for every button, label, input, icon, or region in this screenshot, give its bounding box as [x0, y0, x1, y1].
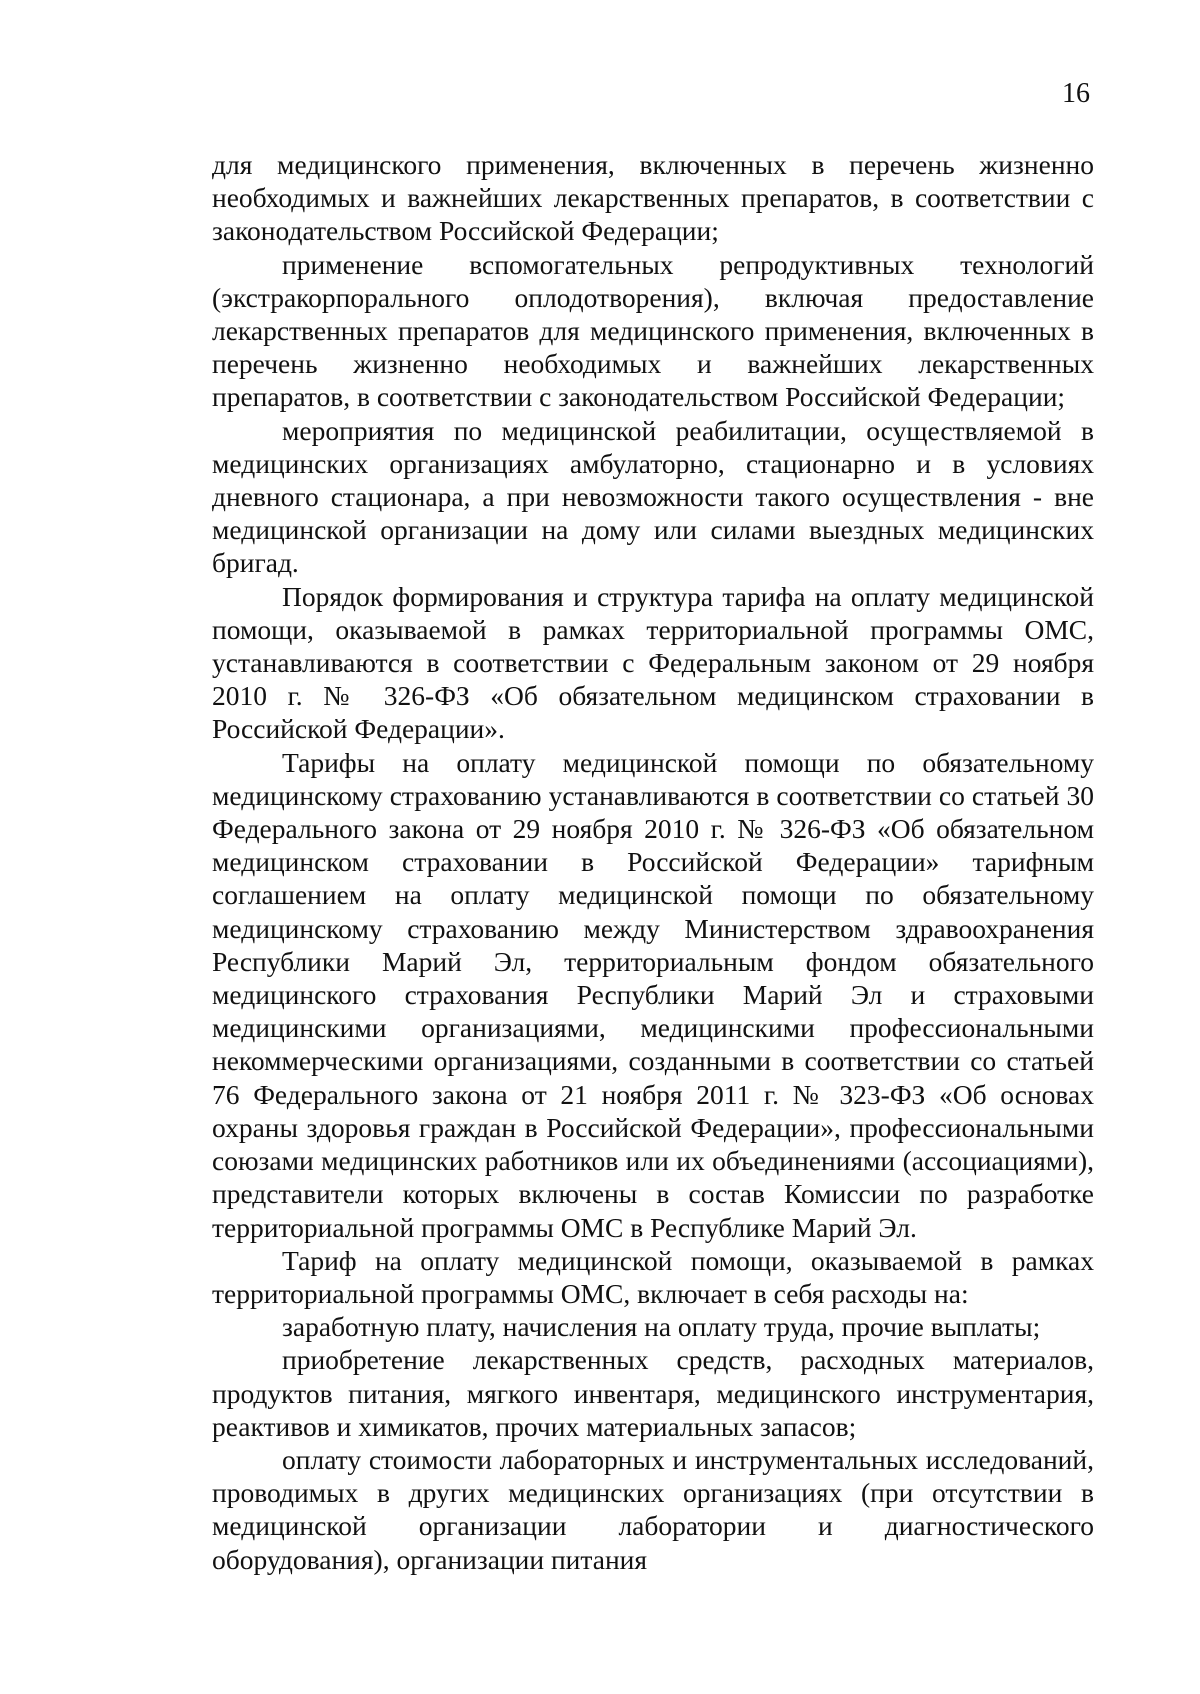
paragraph-salary: заработную плату, начисления на оплату труда, прочие выплаты; [282, 1311, 1041, 1343]
page-number: 16 [1062, 78, 1090, 109]
paragraph-tariff-includes: Тариф на оплату медицинской помощи, оказываемой в рамках территориальной программы ОМС, включает в себя расходы на: [212, 1244, 1094, 1309]
paragraph-continuation: для медицинского применения, включенных в перечень жизненно необходимых и важнейших лекарственных препаратов, в соответствии с законодательством Российской Федерации; [212, 149, 1094, 247]
paragraph-tariffs-established: Тарифы на оплату медицинской помощи по обязательному медицинскому страхованию устанавливаются в соответствии со статьей 30 Федерального закона от 29 ноября 2010 г. № 326-ФЗ «Об обязательном медицинском страховании в Российской Федерации» тарифным соглашением на оплату медицинской помощи по обязательному медицинскому страхованию между Министерством здравоохранения Республики Марий Эл, территориальным фондом обязательного медицинского страхования Республики Марий Эл и страховыми медицинскими организациями, медицинскими профессиональными некоммерческими организациями, созданными в соответствии со статьей 76 Федерального закона от 21 ноября 2011 г. № 323-ФЗ «Об основах охраны здоровья граждан в Российской Федерации», профессиональными союзами медицинских работников или их объединениями (ассоциациями), представители которых включены в состав Комиссии по разработке территориальной программы ОМС в Республике Марий Эл. [212, 746, 1094, 1243]
paragraph-tariff-procedure: Порядок формирования и структура тарифа на оплату медицинской помощи, оказываемой в рамках территориальной программы ОМС, устанавливаются в соответствии с Федеральным законом от 29 ноября 2010 г. № 326-ФЗ «Об обязательном медицинском страховании в Российской Федерации». [212, 580, 1094, 745]
paragraph-rehabilitation: мероприятия по медицинской реабилитации, осуществляемой в медицинских организациях амбулаторно, стационарно и в условиях дневного стационара, а при невозможности такого осуществления - вне медицинской организации на дому или силами выездных медицинских бригад. [212, 414, 1094, 579]
paragraph-lab-payment: оплату стоимости лабораторных и инструментальных исследований, проводимых в других медицинских организациях (при отсутствии в медицинской организации лаборатории и диагностического оборудования), организации питания [212, 1443, 1094, 1575]
document-body [212, 148, 1094, 1576]
paragraph-reproductive-technologies: применение вспомогательных репродуктивных технологий (экстракорпорального оплодотворения), включая предоставление лекарственных препаратов для медицинского применения, включенных в перечень жизненно необходимых и важнейших лекарственных препаратов, в соответствии с законодательством Российской Федерации; [212, 248, 1094, 413]
paragraph-purchase: приобретение лекарственных средств, расходных материалов, продуктов питания, мягкого инвентаря, медицинского инструментария, реактивов и химикатов, прочих материальных запасов; [212, 1344, 1094, 1442]
